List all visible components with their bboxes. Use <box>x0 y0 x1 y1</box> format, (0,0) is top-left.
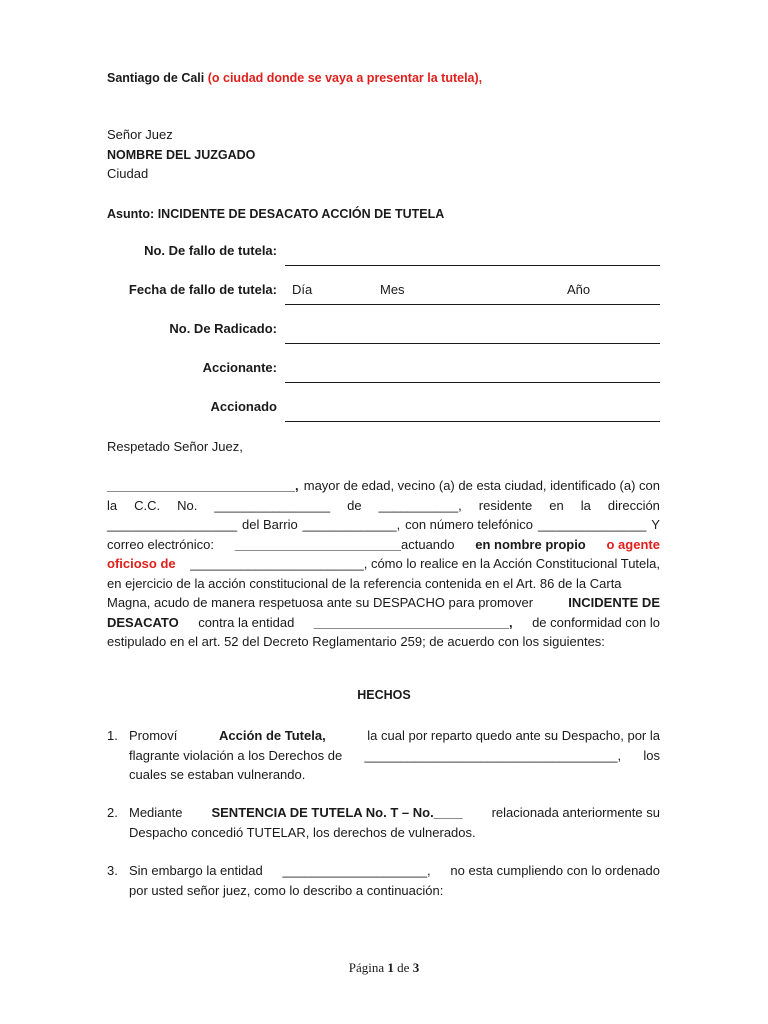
intro-word: del Barrio <box>242 517 298 532</box>
intro-text: estipulado en el art. 52 del Decreto Reglamentario 259; de acuerdo con los siguientes: <box>107 634 605 649</box>
entity-blank: ___________________________, <box>313 614 513 630</box>
court-name: NOMBRE DEL JUZGADO <box>107 148 256 162</box>
item-row <box>129 861 660 881</box>
field-label-accionado: Accionado <box>210 399 277 414</box>
sentence-number-blank: ____ <box>433 805 463 820</box>
item-row <box>129 765 660 785</box>
item-row <box>129 726 660 746</box>
city-note: (o ciudad donde se vaya a presentar la tutela), <box>207 71 483 85</box>
item-text: Despacho concedió TUTELAR, los derechos de vulnerados. <box>129 824 476 840</box>
page-word: Página <box>348 960 385 975</box>
item-body <box>129 861 660 900</box>
addressee-city: Ciudad <box>107 166 149 181</box>
intro-text: mayor de edad, vecino (a) de esta ciudad, identificado (a) con <box>303 478 660 493</box>
item-text: los <box>643 747 660 763</box>
item-text: por usted señor juez, como lo describo a continuación: <box>129 882 444 898</box>
field-line-radicado[interactable] <box>285 343 660 344</box>
subject-label: Asunto: <box>107 207 155 221</box>
item-row <box>129 881 660 901</box>
item-text: flagrante violación a los Derechos de <box>129 747 343 763</box>
intro-word: en <box>549 497 564 513</box>
intro-row-6 <box>107 574 660 594</box>
item-body <box>129 803 660 842</box>
addressee-title: Señor Juez <box>107 127 173 142</box>
hechos-item-2 <box>107 803 660 843</box>
intro-word: la <box>580 497 591 513</box>
page-number: 1 <box>387 960 394 975</box>
intro-text: en ejercicio de la acción constitucional de la referencia contenida en el Art. 86 de la Carta <box>107 575 622 591</box>
item-number: 3. <box>107 863 118 878</box>
field-sub-ano: Año <box>567 282 591 297</box>
city-name: Santiago de Cali <box>107 71 205 85</box>
email-blank: _______________________ <box>234 536 401 552</box>
intro-text: correo electrónico: <box>107 536 214 552</box>
entity-blank: ____________________, <box>282 863 431 878</box>
item-number: 1. <box>107 728 118 743</box>
header-line <box>107 71 482 85</box>
item-text: no esta cumpliendo con lo ordenado <box>450 863 660 878</box>
field-line-fecha[interactable] <box>285 304 660 305</box>
item-text: Mediante <box>129 805 183 820</box>
intro-row-9 <box>107 632 660 652</box>
item-text: Sin embargo la entidad <box>129 863 263 878</box>
item-row <box>129 803 660 823</box>
page-footer <box>0 960 768 976</box>
intro-word: residente <box>478 497 533 513</box>
intro-row-7 <box>107 593 660 613</box>
intro-text: actuando <box>401 536 455 552</box>
rights-blank: ___________________________________, <box>364 747 622 763</box>
field-sub-mes: Mes <box>380 282 405 297</box>
item-row <box>129 823 660 843</box>
incident-title-1: INCIDENTE DE <box>568 595 660 610</box>
intro-row-1 <box>107 476 660 496</box>
phone-blank: _______________ <box>537 517 647 532</box>
item-text: cuales se estaban vulnerando. <box>129 767 306 782</box>
item-body <box>129 726 660 785</box>
intro-paragraph <box>107 476 660 652</box>
item-text: relacionada anteriormente su <box>491 805 660 820</box>
of-word: de <box>397 960 410 975</box>
name-blank: __________________________, <box>107 478 299 493</box>
field-line-accionado[interactable] <box>285 421 660 422</box>
address-blank: __________________ <box>107 517 238 532</box>
item-bold: Acción de Tutela, <box>219 728 326 743</box>
field-label-fecha: Fecha de fallo de tutela: <box>128 282 277 297</box>
intro-row-5 <box>107 554 660 574</box>
intro-word: la <box>107 497 118 513</box>
item-text: la cual por reparto quedo ante su Despacho, por la <box>367 728 660 743</box>
agent-text: o agente <box>606 536 660 552</box>
subject-text: INCIDENTE DE DESACATO ACCIÓN DE TUTELA <box>157 207 445 221</box>
field-sub-dia: Día <box>292 282 313 297</box>
item-number: 2. <box>107 805 118 820</box>
intro-row-2 <box>107 496 660 516</box>
intro-word: C.C. <box>134 497 161 513</box>
intro-row-3 <box>107 515 660 535</box>
hechos-item-1 <box>107 726 660 786</box>
intro-word: con número telefónico <box>405 517 534 532</box>
field-line-accionante[interactable] <box>285 382 660 383</box>
intro-word: Y <box>651 517 660 532</box>
item-text: Promoví <box>129 728 178 743</box>
item-bold: SENTENCIA DE TUTELA No. T – No. <box>211 805 434 820</box>
subject-line <box>107 204 444 224</box>
intro-text: ________________________, cómo lo realice en la Acción Constitucional Tutela, <box>190 556 660 571</box>
intro-word: de <box>347 497 362 513</box>
agent-text-2: oficioso de <box>107 556 176 571</box>
intro-word: dirección <box>607 497 660 513</box>
own-name-text: en nombre propio <box>475 536 586 552</box>
item-row <box>129 746 660 766</box>
intro-row-8 <box>107 613 660 633</box>
field-label-radicado: No. De Radicado: <box>169 321 277 336</box>
intro-text: Magna, acudo de manera respetuosa ante su DESPACHO para promover <box>107 595 534 610</box>
intro-row-4 <box>107 535 660 555</box>
barrio-blank: _____________, <box>302 517 401 532</box>
greeting: Respetado Señor Juez, <box>107 439 243 454</box>
hechos-title: HECHOS <box>357 688 411 702</box>
intro-text: de conformidad con lo <box>532 614 660 630</box>
hechos-item-3 <box>107 861 660 901</box>
field-line-fallo[interactable] <box>285 265 660 266</box>
cc-blank: ________________ <box>214 497 331 513</box>
page-total: 3 <box>412 960 420 975</box>
field-label-fallo: No. De fallo de tutela: <box>144 243 277 258</box>
incident-title-2: DESACATO <box>107 614 179 630</box>
field-label-accionante: Accionante: <box>202 360 277 375</box>
cc-city-blank: ___________, <box>378 497 462 513</box>
intro-word: No. <box>177 497 198 513</box>
intro-text: contra la entidad <box>198 614 295 630</box>
